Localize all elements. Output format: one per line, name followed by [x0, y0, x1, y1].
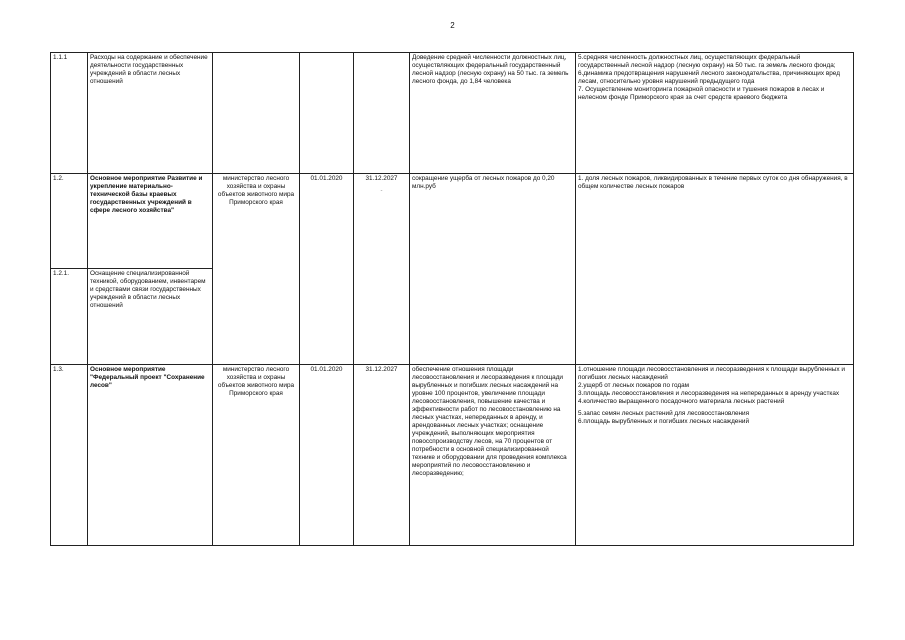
end-date — [354, 174, 410, 365]
measure-name: Основное мероприятие "Федеральный проект "Сохранение лесов" — [88, 365, 213, 546]
measure-name: Оснащение специализированной техникой, оборудованием, инвентарем и средствами связи государственных учреждений в области лесных отношений — [88, 269, 213, 365]
indicator-item: 7. Осуществление мониторинга пожарной опасности и тушения пожаров в лесах и нелесном фонде Приморского края за счет средств краевого бюджета — [578, 86, 825, 101]
row-number: 1.2.1. — [51, 269, 88, 365]
program-measures-table — [50, 52, 854, 546]
dash-mark: - — [380, 188, 383, 194]
indicator-item: 6.площадь вырубленных и погибших лесных насаждений — [578, 418, 750, 425]
indicator-item: 5.средняя численность должностных лиц, осуществляющих федеральный государственный лесной надзор (лесную охрану) на 50 тыс. га земель лесного фонда; — [578, 54, 836, 69]
table-row — [51, 365, 854, 546]
executor: министерство лесного хозяйства и охраны объектов животного мира Приморского края — [213, 365, 300, 546]
measure-name: Расходы на содержание и обеспечение деятельности государственных учреждений в области лесных отношений — [88, 53, 213, 174]
indicators-cell — [576, 365, 854, 546]
table-row — [51, 53, 854, 174]
row-number: 1.3. — [51, 365, 88, 546]
start-date-value: 01.01.2020 — [310, 366, 343, 373]
end-date-cell — [354, 53, 410, 174]
indicator-item: 1. доля лесных пожаров, ликвидированных в течение первых суток со дня обнаружения, в общем количестве лесных пожаров — [578, 175, 848, 190]
end-date-value: 31.12.2027 — [365, 366, 398, 373]
end-date-value: 31.12.2027 — [365, 175, 398, 182]
executor-cell — [213, 53, 300, 174]
indicators-cell — [576, 53, 854, 174]
indicator-item: 6.динамика предотвращения нарушений лесного законодательства, причиняющих вред лесам, относительно уровня нарушений предыдущего года — [578, 70, 840, 85]
start-date-cell — [300, 53, 354, 174]
measure-name: Основное мероприятие Развитие и укрепление материально-технической базы краевых государственных учреждений в сфере лесного хозяйства" — [88, 174, 213, 269]
row-number: 1.2. — [51, 174, 88, 269]
expected-result: сокращение ущерба от лесных пожаров до 0,20 млн.руб — [410, 174, 576, 365]
executor: министерство лесного хозяйства и охраны объектов животного мира Приморского края — [213, 174, 300, 365]
start-date — [300, 365, 354, 546]
start-date-value: 01.01.2020 — [310, 175, 343, 182]
indicators-cell — [576, 174, 854, 365]
indicator-item: 1.отношение площади лесовосстановления и лесоразведения к площади вырубленных и погибших лесных насаждений — [578, 366, 845, 381]
page-number: 2 — [450, 21, 455, 30]
expected-result: обеспечение отношения площади лесовосстановления и лесоразведения к площади вырубленных и погибших лесных насаждений на уровне 100 процентов, увеличение площади лесовосстановления, повышение качества и эффективности работ по лесовосстановлению на лесных участках, непереданных в аренду, и арендованных лесных участках; оснащение учреждений, выполняющих мероприятия повосспроизводству лесов, на 70 процентов от потребности в основной специализированной технике и оборудовании для проведения комплекса мероприятий по лесовосстановлению и лесоразведению; — [410, 365, 576, 546]
row-number: 1.1.1 — [51, 53, 88, 174]
indicator-item: 3.площадь лесовосстановления и лесоразведения на непереданных в аренду участках — [578, 390, 840, 397]
expected-result: Доведение средней численности должностных лиц, осуществляющих федеральный государственный лесной надзор (лесную охрану) на 50 тыс. га земель лесного фонда, до 1,84 человека — [410, 53, 576, 174]
start-date — [300, 174, 354, 365]
end-date — [354, 365, 410, 546]
indicator-item: 4.количество выращенного посадочного материала лесных растений — [578, 398, 785, 405]
table-row — [51, 174, 854, 269]
indicator-item: 5.запас семян лесных растений для лесовосстановления — [578, 410, 750, 417]
indicator-item: 2.ущерб от лесных пожаров по годам — [578, 382, 690, 389]
